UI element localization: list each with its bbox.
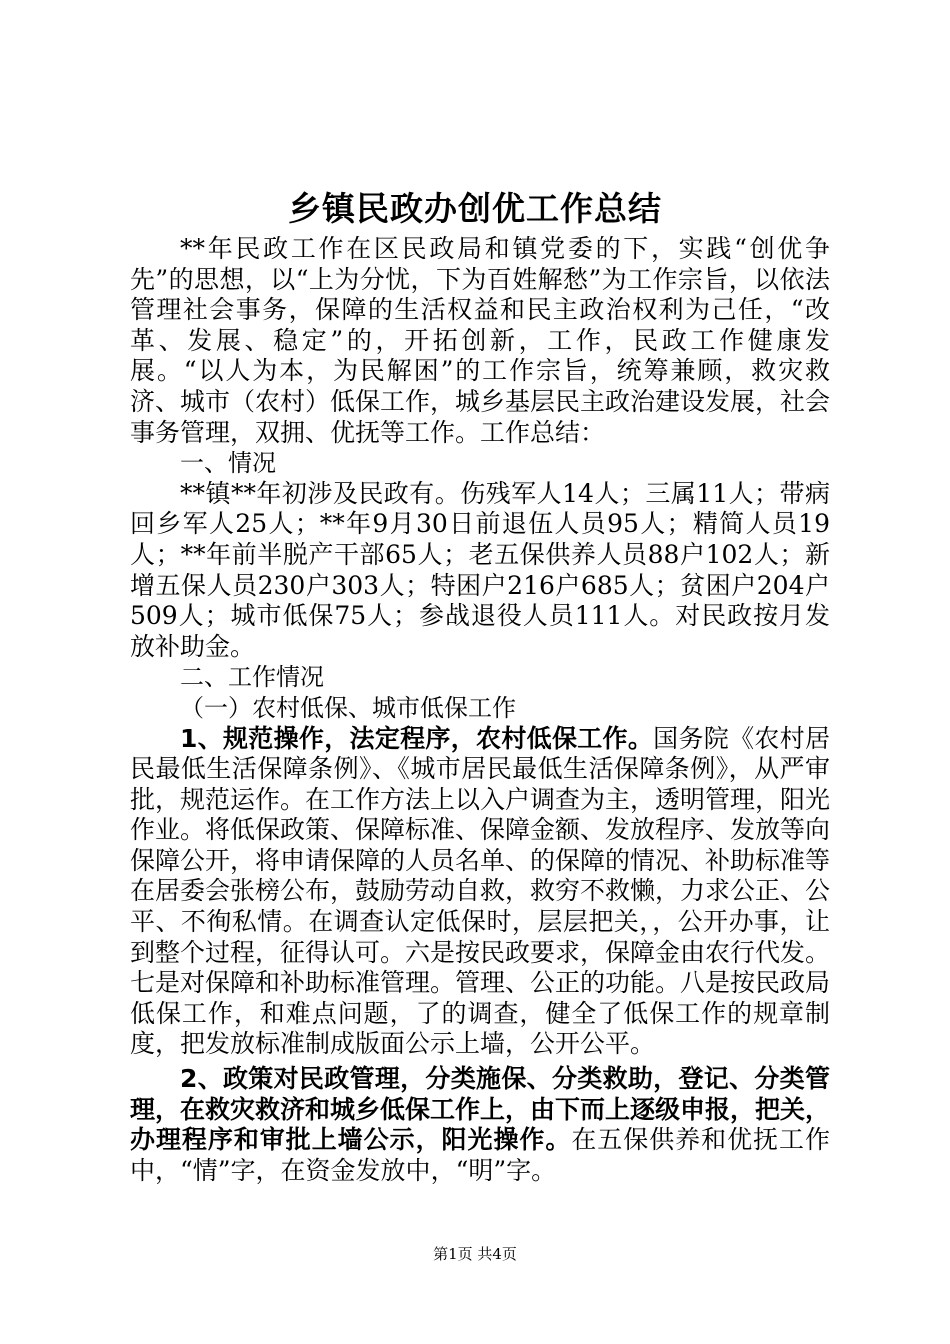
subsection-heading-low-income: （一）农村低保、城市低保工作	[180, 693, 516, 722]
section-heading-situation: 一、情况	[180, 449, 276, 478]
intro-paragraph: **年民政工作在区民政局和镇党委的下，实践“创优争先”的思想，以“上为分忧，下为百姓解愁”为工作宗旨，以依法管理社会事务，保障的生活权益和民主政治权利为己任，“改革、发展、稳定”的，开拓创新，工作，民政工作健康发展。“以人为本，为民解困”的工作宗旨，统筹兼顾，救灾救济、城市（农村）低保工作，城乡基层民主政治建设发展，社会事务管理，双拥、优抚等工作。工作总结：	[130, 234, 831, 447]
document-title: 乡镇民政办创优工作总结	[288, 189, 662, 228]
item-1-text: 国务院《农村居民最低生活保障条例》、《城市居民最低生活保障条例》，从严审批，规范运作。在工作方法上以入户调查为主，透明管理，阳光作业。将低保政策、保障标准、保障金额、发放程序、发放等向保障公开，将申请保障的人员名单、的保障的情况、补助标准等在居委会张榜公布，鼓励劳动自救，救穷不救懒，力求公正、公平、不徇私情。在调查认定低保时，层层把关，，公开办事，让到整个过程，征得认可。六是按民政要求，保障金由农行代发。七是对保障和补助标准管理。管理、公正的功能。八是按民政局低保工作，和难点问题，了的调查，健全了低保工作的规章制度，把发放标准制成版面公示上墙，公开公平。	[130, 723, 831, 1059]
page-footer: 第1页 共4页	[433, 1245, 517, 1263]
item-2-lead: 2、政策对民政管理，分类施保、分类救助，登记、分类管理，在救灾救济和城乡低保工作上，由下而上逐级申报，把关，办理程序和审批上墙公示，阳光操作。	[130, 1064, 831, 1155]
section-heading-work: 二、工作情况	[180, 663, 324, 692]
item-1-paragraph	[130, 724, 830, 1061]
situation-paragraph: **镇**年初涉及民政有。伤残军人14人；三属11人；带病回乡军人25人；**年9月30日前退伍人员95人；精简人员19人；**年前半脱产干部65人；老五保供养人员88户102人；新增五保人员230户303人；特困户216户685人；贫困户204户509人；城市低保75人；参战退役人员111人。对民政按月发放补助金。	[130, 478, 830, 661]
item-2-paragraph	[130, 1064, 830, 1186]
item-1-lead: 1、规范操作，法定程序，农村低保工作。	[180, 723, 654, 753]
item-2-text: 在五保供养和优抚工作中，“情”字，在资金发放中，“明”字。	[130, 1125, 830, 1185]
document-body	[130, 234, 830, 1186]
